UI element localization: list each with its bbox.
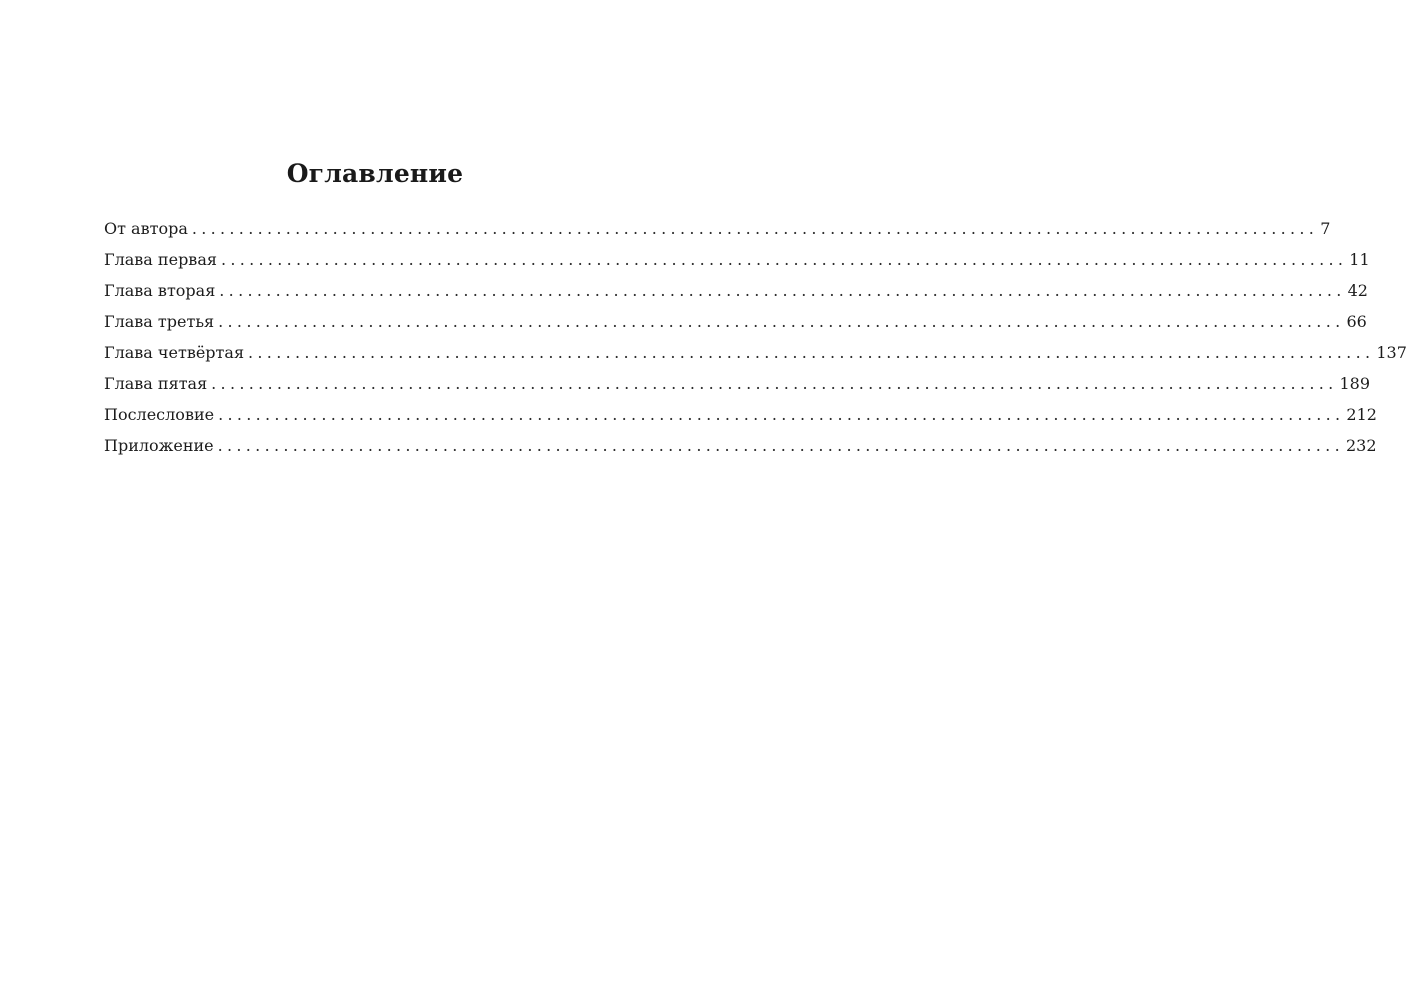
toc-entry-label: Приложение xyxy=(104,436,214,455)
toc-entry-page: 42 xyxy=(1347,281,1368,300)
toc-entry-page: 66 xyxy=(1346,312,1367,331)
toc-entry-label: Послесловие xyxy=(104,405,215,424)
toc-entry-page: 232 xyxy=(1345,436,1377,455)
toc-entry[interactable] xyxy=(104,219,1331,250)
toc-entry-label: От автора xyxy=(104,219,188,238)
dot-leader: ........................................................................................................................ xyxy=(218,405,1345,424)
toc-entry[interactable] xyxy=(104,374,1371,405)
table-of-contents xyxy=(104,219,1407,467)
toc-entry-label: Глава третья xyxy=(104,312,215,331)
toc-entry-page: 7 xyxy=(1320,219,1331,238)
dot-leader: ........................................................................................................................ xyxy=(248,343,1375,362)
dot-leader: ........................................................................................................................ xyxy=(211,374,1338,393)
toc-entry-label: Глава четвёртая xyxy=(104,343,245,362)
dot-leader: ........................................................................................................................ xyxy=(218,312,1345,331)
dot-leader: ........................................................................................................................ xyxy=(217,436,1344,455)
toc-entry-page: 137 xyxy=(1376,343,1407,362)
dot-leader: ........................................................................................................................ xyxy=(191,219,1319,238)
toc-entry[interactable] xyxy=(104,312,1367,343)
toc-entry[interactable] xyxy=(104,281,1368,312)
toc-entry-page: 212 xyxy=(1346,405,1377,424)
toc-heading: Оглавление xyxy=(286,159,464,188)
toc-entry-label: Глава первая xyxy=(104,250,217,269)
toc-entry[interactable] xyxy=(104,436,1377,467)
toc-entry[interactable] xyxy=(104,405,1377,436)
toc-entry[interactable] xyxy=(104,250,1370,281)
toc-entry-label: Глава пятая xyxy=(104,374,208,393)
toc-entry-page: 189 xyxy=(1339,374,1371,393)
dot-leader: ........................................................................................................................ xyxy=(220,250,1348,269)
toc-entry-page: 11 xyxy=(1349,250,1370,269)
toc-entry[interactable] xyxy=(104,343,1407,374)
toc-entry-label: Глава вторая xyxy=(104,281,216,300)
dot-leader: ........................................................................................................................ xyxy=(219,281,1346,300)
